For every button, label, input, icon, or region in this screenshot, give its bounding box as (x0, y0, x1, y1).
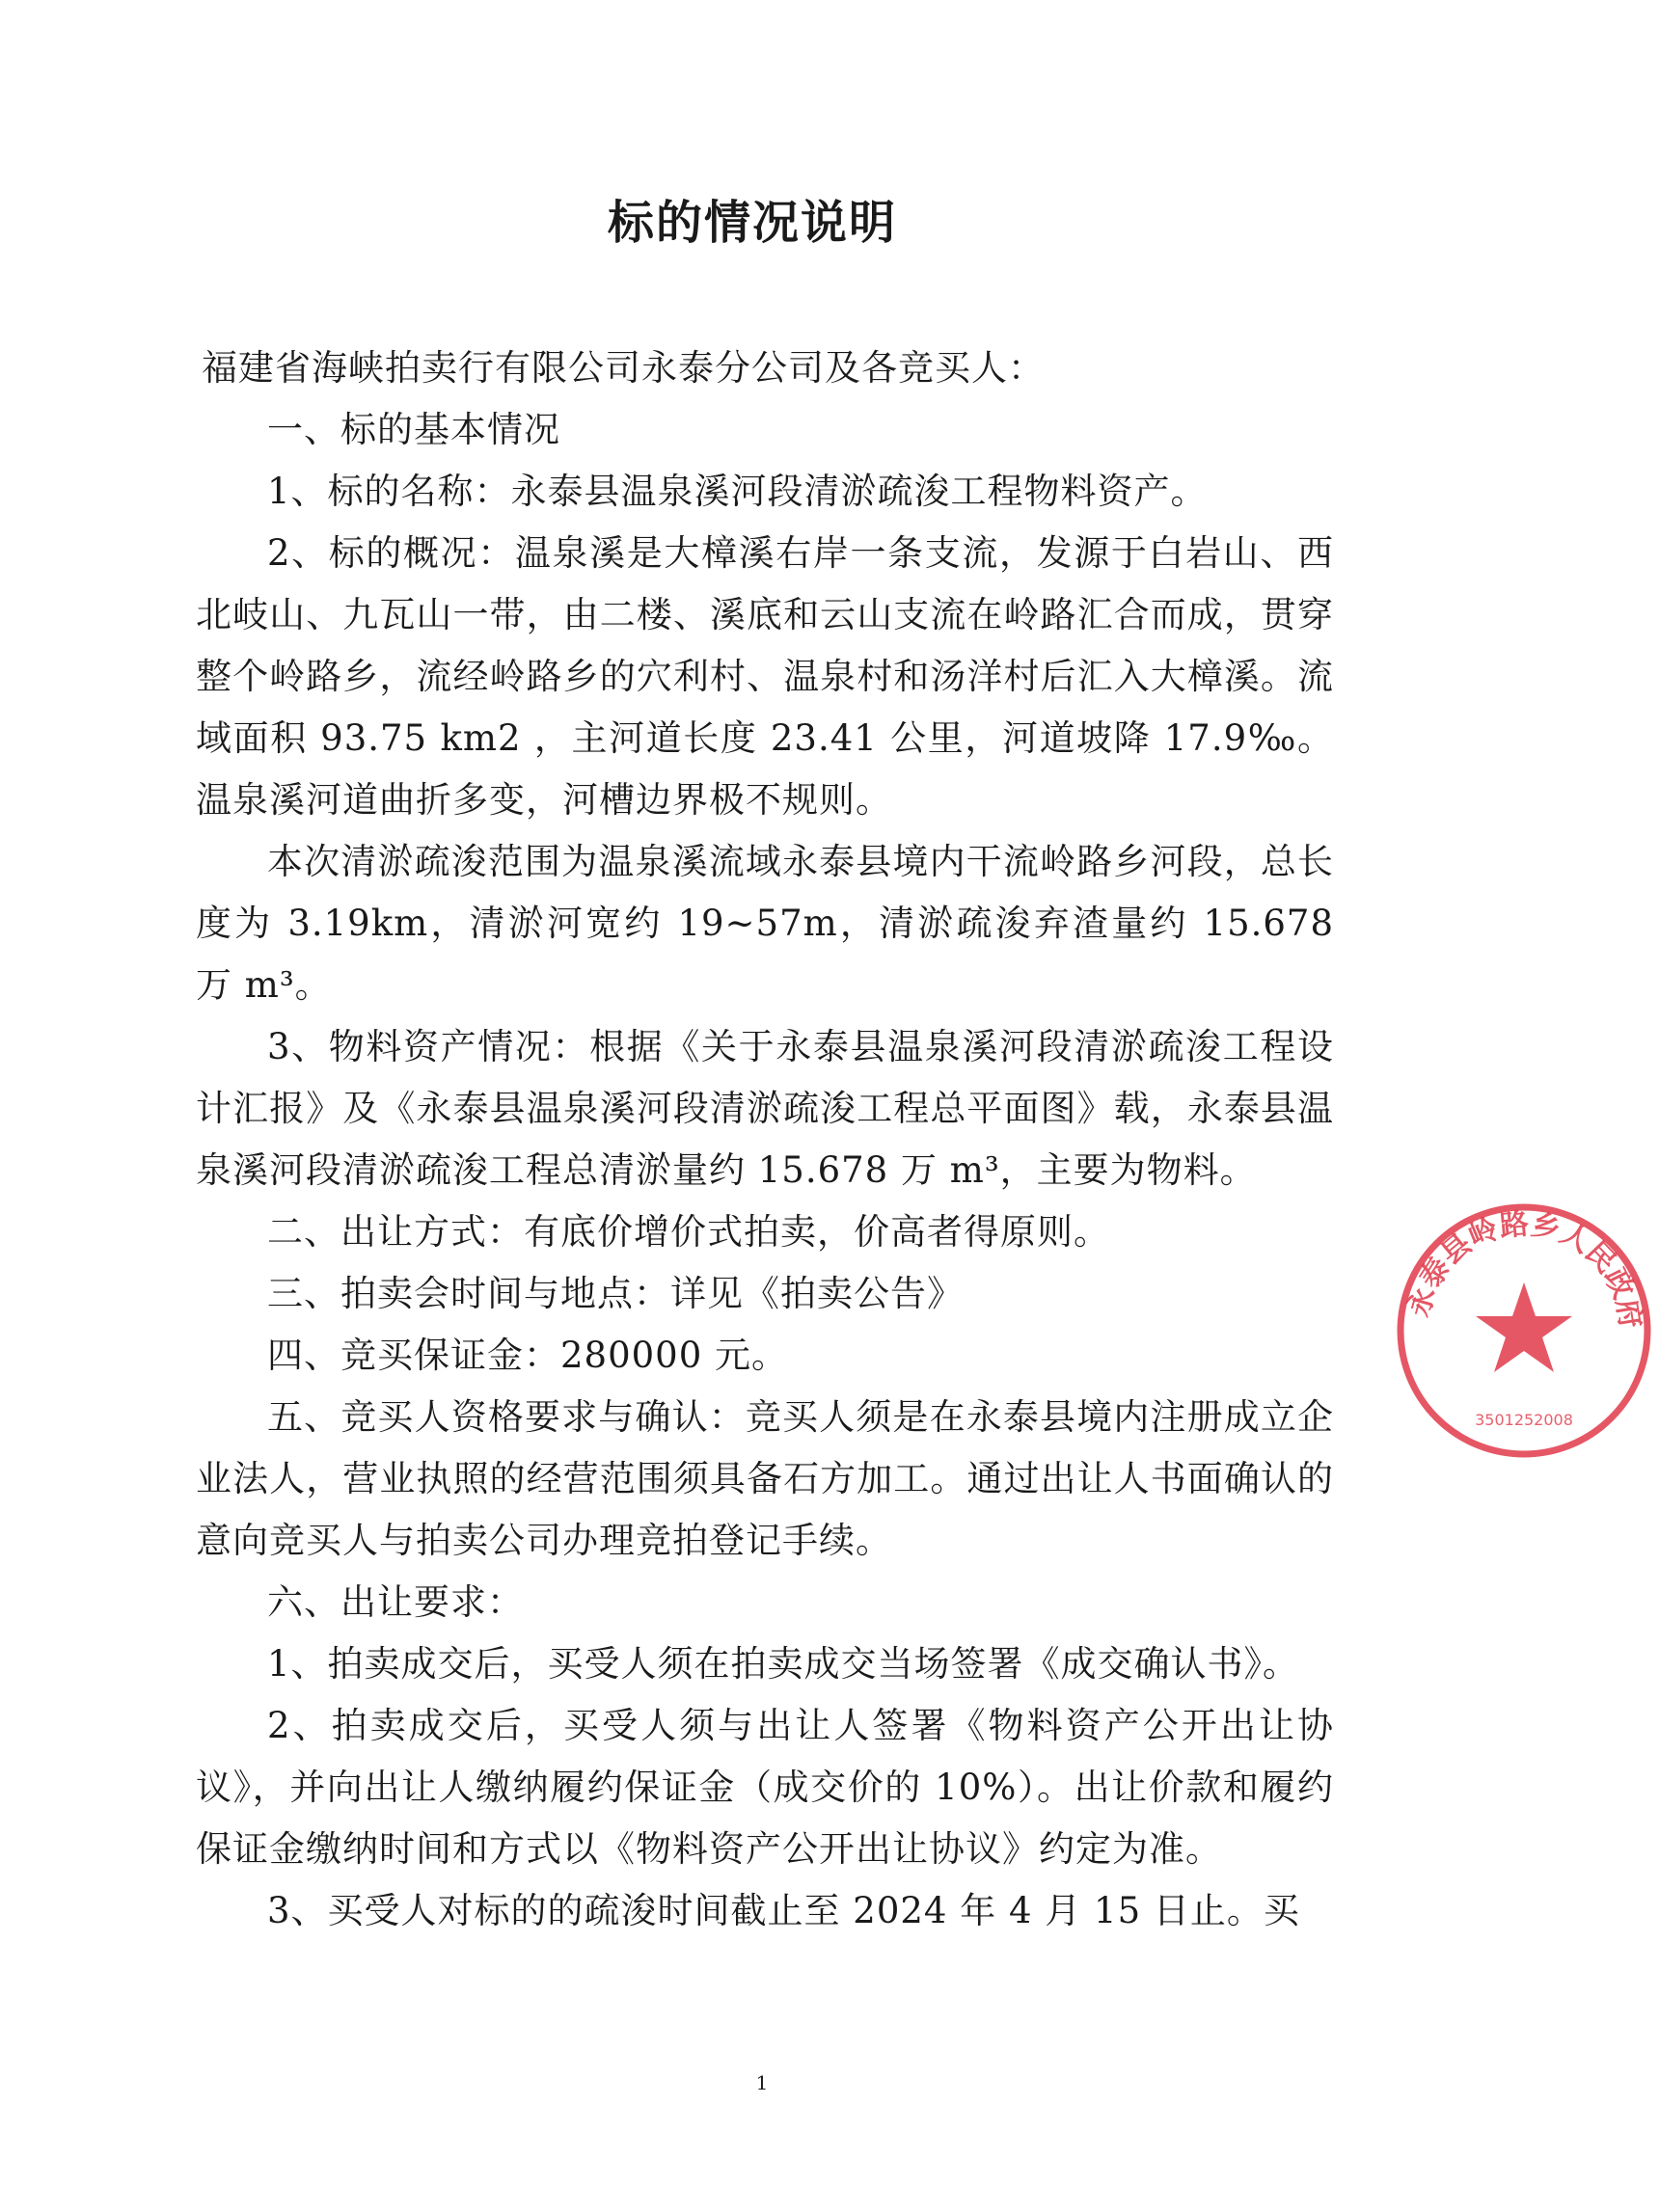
paragraph-material-assets: 3、物料资产情况：根据《关于永泰县温泉溪河段清淤疏浚工程设计汇报》及《永泰县温泉溪河段清淤疏浚工程总平面图》载，永泰县温泉溪河段清淤疏浚工程总清淤量约 15.678 万 m³，主要为物料。 (196, 1026, 1334, 1191)
paragraph-deposit: 四、竞买保证金：280000 元。 (267, 1335, 789, 1376)
document-body (196, 337, 1334, 1942)
official-seal (1389, 1196, 1659, 1466)
salutation: 福建省海峡拍卖行有限公司永泰分公司及各竞买人： (202, 347, 1045, 389)
paragraph-target-name: 1、标的名称：永泰县温泉溪河段清淤疏浚工程物料资产。 (267, 471, 1208, 512)
seal-code-text: 3501252008 (1475, 1411, 1573, 1429)
paragraph-dredging-scope: 本次清淤疏浚范围为温泉溪流域永泰县境内干流岭路乡河段，总长度为 3.19km，清淤河宽约 19~57m，清淤疏浚弃渣量约 15.678 万 m³。 (196, 841, 1334, 1006)
paragraph-requirement-3: 3、买受人对标的的疏浚时间截止至 2024 年 4 月 15 日止。买 (267, 1890, 1300, 1931)
seal-name-path: 永泰县岭路乡人民政府 (1401, 1207, 1647, 1332)
paragraph-target-overview: 2、标的概况：温泉溪是大樟溪右岸一条支流，发源于白岩山、西北岐山、九瓦山一带，由二楼、溪底和云山支流在岭路汇合而成，贯穿整个岭路乡，流经岭路乡的穴利村、温泉村和汤洋村后汇入大樟溪。流域面积 93.75 km2 ，主河道长度 23.41 公里，河道坡降 17.9‰。温泉溪河道曲折多变，河槽边界极不规则。 (196, 532, 1334, 821)
page-number: 1 (755, 2071, 769, 2094)
section-heading-transfer-requirements: 六、出让要求： (267, 1581, 524, 1623)
paragraph-bidder-qualification: 五、竞买人资格要求与确认：竞买人须是在永泰县境内注册成立企业法人，营业执照的经营范围须具备石方加工。通过出让人书面确认的意向竞买人与拍卖公司办理竞拍登记手续。 (196, 1396, 1334, 1561)
paragraph-auction-time-place: 三、拍卖会时间与地点：详见《拍卖公告》 (267, 1273, 964, 1314)
document-title: 标的情况说明 (607, 196, 897, 250)
paragraph-requirement-2: 2、拍卖成交后，买受人须与出让人签署《物料资产公开出让协议》，并向出让人缴纳履约保证金（成交价的 10%）。出让价款和履约保证金缴纳时间和方式以《物料资产公开出让协议》约定为准。 (196, 1705, 1334, 1870)
paragraph-requirement-1: 1、拍卖成交后，买受人须在拍卖成交当场签署《成交确认书》。 (267, 1643, 1300, 1685)
seal-star-icon (1476, 1282, 1572, 1372)
paragraph-transfer-method: 二、出让方式：有底价增价式拍卖，价高者得原则。 (267, 1211, 1110, 1253)
section-heading-basic-info: 一、标的基本情况 (267, 409, 560, 450)
